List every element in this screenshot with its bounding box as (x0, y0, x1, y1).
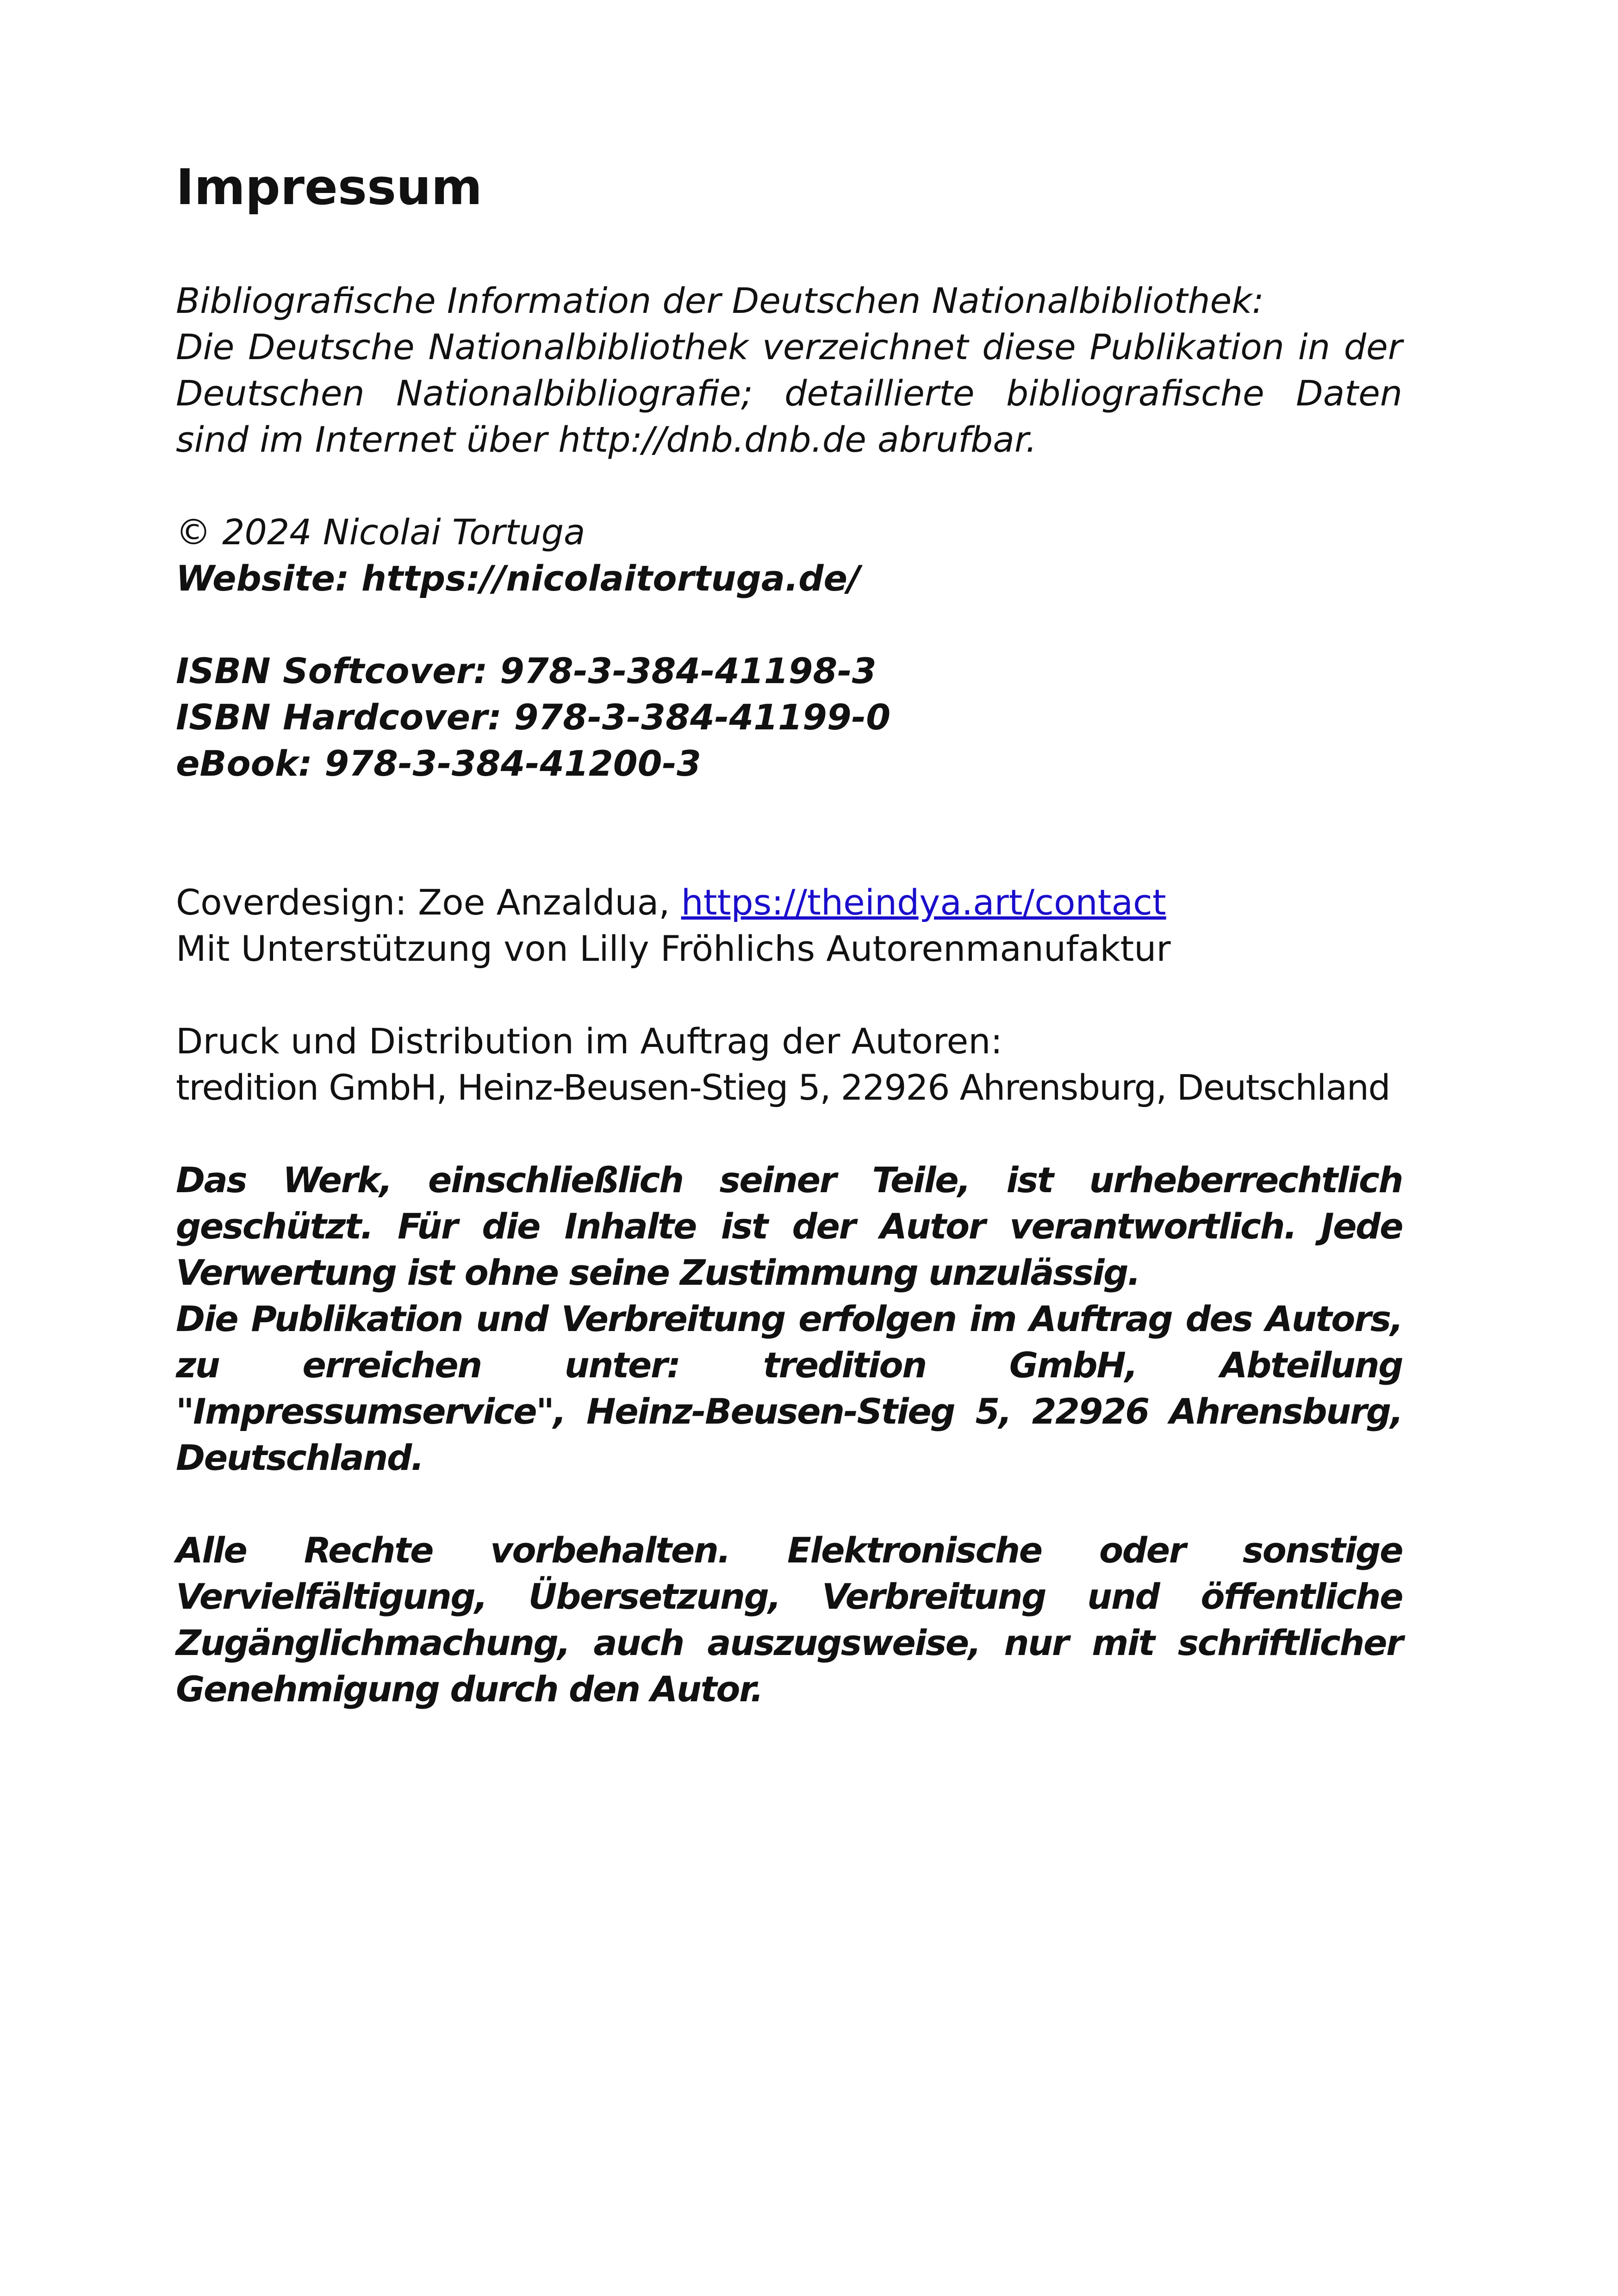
rights-notice: Alle Rechte vorbehalten. Elektronische oder sonstige Vervielfältigung, Übersetzung, Verbreitung und öffentliche Zugänglichmachung, auch auszugsweise, nur mit schriftlicher Genehmigung durch den Autor. (176, 1530, 1402, 1710)
website-line: Website: https://nicolaitortuga.de/ (176, 558, 860, 599)
copyright-notice: Das Werk, einschließlich seiner Teile, ist urheberrechtlich geschützt. Für die Inhalte ist der Autor verantwortlich. Jede Verwertung ist ohne seine Zustimmung unzulässig. (176, 1159, 1402, 1293)
distribution-block (176, 1018, 1402, 1111)
copyright-line: © 2024 Nicolai Tortuga (176, 511, 585, 553)
bibliographic-text: Die Deutsche Nationalbibliothek verzeichnet diese Publikation in der Deutschen Nationalbibliografie; detaillierte bibliografische Daten sind im Internet über http://dnb.dnb.de abrufbar. (176, 326, 1402, 460)
coverdesign-label: Coverdesign: Zoe Anzaldua, (176, 882, 681, 923)
copyright-block (176, 509, 1402, 602)
publication-notice: Die Publikation und Verbreitung erfolgen im Auftrag des Autors, zu erreichen unter: tredition GmbH, Abteilung "Impressumservice", Heinz-Beusen-Stieg 5, 22926 Ahrensburg, Deutschland. (176, 1298, 1402, 1478)
coverdesign-line (176, 879, 1402, 926)
imprint-page (176, 157, 1402, 1712)
isbn-hardcover: ISBN Hardcover: 978-3-384-41199-0 (176, 697, 891, 738)
isbn-softcover: ISBN Softcover: 978-3-384-41198-3 (176, 650, 877, 691)
page-title: Impressum (176, 159, 483, 216)
coverdesign-link[interactable]: https://theindya.art/contact (681, 882, 1166, 923)
credits-block (176, 879, 1402, 972)
bibliographic-heading: Bibliografische Information der Deutschen Nationalbibliothek: (176, 280, 1264, 321)
bibliographic-info (176, 278, 1402, 463)
distribution-address: tredition GmbH, Heinz-Beusen-Stieg 5, 22926 Ahrensburg, Deutschland (176, 1067, 1390, 1108)
isbn-block (176, 648, 1402, 787)
isbn-ebook: eBook: 978-3-384-41200-3 (176, 743, 701, 784)
rights-block (176, 1527, 1402, 1712)
legal-block (176, 1157, 1402, 1481)
distribution-heading: Druck und Distribution im Auftrag der Autoren: (176, 1020, 1003, 1062)
support-line: Mit Unterstützung von Lilly Fröhlichs Autorenmanufaktur (176, 928, 1171, 969)
